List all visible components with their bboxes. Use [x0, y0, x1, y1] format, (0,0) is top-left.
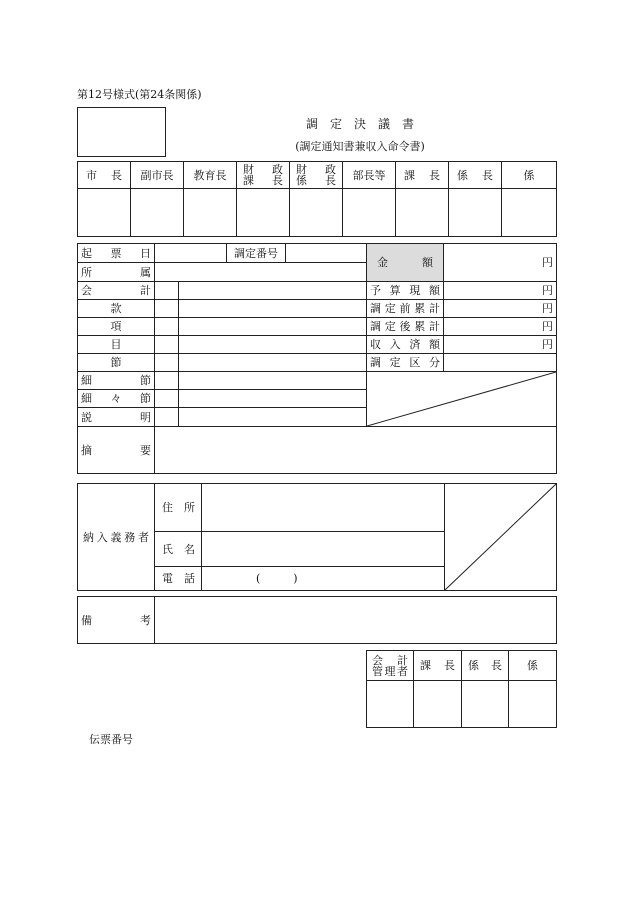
finance-chief-line2: 係 長 [296, 174, 336, 187]
received-label: 収入済額 [367, 336, 444, 354]
assessment-no-value[interactable] [286, 244, 367, 263]
department-label: 所 属 [78, 263, 155, 282]
amount-label: 金 額 [367, 244, 444, 282]
page-title: 調 定 決 議 書 [305, 117, 414, 131]
accounting-staff-stamp[interactable] [509, 681, 557, 728]
setsu-value[interactable] [179, 354, 367, 372]
deputy-mayor-stamp[interactable] [131, 189, 184, 237]
setsu-label: 節 [78, 354, 155, 372]
staff-header: 係 [502, 162, 557, 189]
approval-table [77, 161, 557, 237]
amount-value[interactable]: 円 [444, 244, 557, 282]
prior-total-label: 調定前累計 [367, 300, 444, 318]
payer-void-area [445, 484, 557, 591]
kan-value[interactable] [179, 300, 367, 318]
post-total-label: 調定後累計 [367, 318, 444, 336]
phone-parens: ( ) [256, 572, 298, 585]
phone-label: 電 話 [155, 567, 202, 591]
issue-date-value[interactable] [155, 244, 227, 263]
kou-code[interactable] [155, 318, 179, 336]
kou-value[interactable] [179, 318, 367, 336]
slip-number-label: 伝票番号 [89, 733, 133, 746]
summary-label: 摘 要 [78, 427, 155, 474]
assessment-table [77, 243, 557, 474]
category-value[interactable] [444, 354, 557, 372]
deputy-mayor-header: 副市長 [131, 162, 184, 189]
remarks-table [77, 596, 557, 644]
name-value[interactable] [202, 532, 445, 567]
accounting-section-manager-stamp[interactable] [414, 681, 462, 728]
saisetsu-value[interactable] [179, 372, 367, 390]
budget-label: 予算現額 [367, 282, 444, 300]
staff-stamp[interactable] [502, 189, 557, 237]
kan-label: 款 [78, 300, 155, 318]
accounting-manager-line2: 管理者 [372, 664, 408, 678]
saisetsu-code[interactable] [155, 372, 179, 390]
void-area [367, 372, 557, 427]
page-subtitle: (調定通知書兼収入命令書) [295, 140, 425, 153]
finance-chief-header [290, 162, 343, 189]
description-label: 説 明 [78, 408, 155, 427]
account-label: 会 計 [78, 282, 155, 300]
assessment-no-label: 調定番号 [227, 244, 286, 263]
section-manager-stamp[interactable] [396, 189, 449, 237]
category-label: 調定区分 [367, 354, 444, 372]
director-header: 部長等 [343, 162, 396, 189]
accounting-staff-header: 係 [509, 651, 557, 681]
address-value[interactable] [202, 484, 445, 532]
description-value[interactable] [179, 408, 367, 427]
accounting-chief-stamp[interactable] [462, 681, 509, 728]
mayor-stamp[interactable] [78, 189, 131, 237]
payer-table [77, 483, 557, 591]
prior-total-value[interactable]: 円 [444, 300, 557, 318]
kan-code[interactable] [155, 300, 179, 318]
department-value[interactable] [155, 263, 367, 282]
director-stamp[interactable] [343, 189, 396, 237]
accounting-manager-header [367, 651, 414, 681]
saisaisetsu-label: 細 々 節 [78, 390, 155, 408]
finance-manager-line2: 課 長 [243, 174, 283, 187]
accounting-section-manager-header: 課 長 [414, 651, 462, 681]
finance-manager-line1: 財 政 [243, 163, 283, 176]
remarks-label: 備 考 [78, 597, 155, 644]
void-diagonal [367, 372, 556, 426]
account-code[interactable] [155, 282, 179, 300]
phone-value[interactable] [202, 567, 445, 591]
received-value[interactable]: 円 [444, 336, 557, 354]
name-label: 氏 名 [155, 532, 202, 567]
remarks-value[interactable] [155, 597, 557, 644]
section-manager-header: 課 長 [396, 162, 449, 189]
kou-label: 項 [78, 318, 155, 336]
finance-manager-header [237, 162, 290, 189]
budget-value[interactable]: 円 [444, 282, 557, 300]
superintendent-header: 教育長 [184, 162, 237, 189]
accounting-manager-stamp[interactable] [367, 681, 414, 728]
accounting-manager-line1: 会 計 [372, 653, 408, 667]
saisetsu-label: 細 節 [78, 372, 155, 390]
finance-chief-line1: 財 政 [296, 163, 336, 176]
chief-header: 係 長 [449, 162, 502, 189]
post-total-value[interactable]: 円 [444, 318, 557, 336]
accounting-chief-header: 係 長 [462, 651, 509, 681]
moku-label: 目 [78, 336, 155, 354]
stamp-box [77, 107, 166, 157]
form-label: 第12号様式(第24条関係) [77, 88, 202, 101]
moku-code[interactable] [155, 336, 179, 354]
description-code[interactable] [155, 408, 179, 427]
issue-date-label: 起 票 日 [78, 244, 155, 263]
address-label: 住 所 [155, 484, 202, 532]
mayor-header: 市 長 [78, 162, 131, 189]
finance-chief-stamp[interactable] [290, 189, 343, 237]
superintendent-stamp[interactable] [184, 189, 237, 237]
saisaisetsu-code[interactable] [155, 390, 179, 408]
payer-void-diagonal [445, 484, 556, 590]
finance-manager-stamp[interactable] [237, 189, 290, 237]
chief-stamp[interactable] [449, 189, 502, 237]
setsu-code[interactable] [155, 354, 179, 372]
moku-value[interactable] [179, 336, 367, 354]
accounting-approval-table [366, 650, 557, 728]
saisaisetsu-value[interactable] [179, 390, 367, 408]
payer-label: 納入義務者 [78, 484, 155, 591]
summary-value[interactable] [155, 427, 557, 474]
account-value[interactable] [179, 282, 367, 300]
